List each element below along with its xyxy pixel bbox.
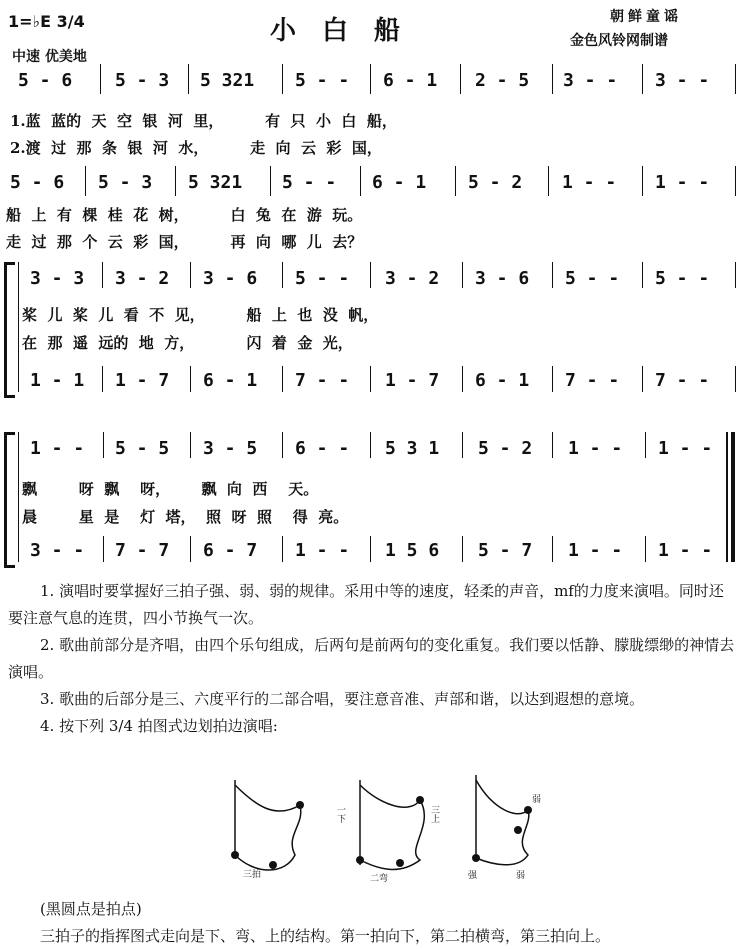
instruction-2: 2. 歌曲前部分是齐唱，由四个乐句组成，后两句是前两句的变化重复。我们要以恬静、朦胧缥缈的神情去演唱。 xyxy=(8,636,735,681)
row3-upper-measure: 3 - 2 xyxy=(385,268,440,289)
beat-diagram-1-label: 三拍 xyxy=(243,870,262,880)
row1-measure: 5 - - xyxy=(295,70,350,91)
row4-lower-measure: 5 - 7 xyxy=(478,540,533,561)
row4-lyrics-verse1: 飘 呀 飘 呀， 飘 向 西 天。 xyxy=(22,480,319,498)
row3-upper-measure: 3 - 3 xyxy=(30,268,85,289)
row3-lower-measure: 1 - 7 xyxy=(115,370,170,391)
row4-lower-measure: 1 - - xyxy=(658,540,713,561)
row4-upper-measure: 1 - - xyxy=(30,438,85,459)
row2-measure: 6 - 1 xyxy=(372,172,427,193)
row3-lower-measure: 1 - 1 xyxy=(30,370,85,391)
beat-diagram-2-left-label: 一下 xyxy=(335,805,345,823)
instructions xyxy=(8,578,738,740)
row3-upper-measure: 3 - 2 xyxy=(115,268,170,289)
row3-lyrics-verse2: 在 那 遥 远的 地 方， 闪 着 金 光， xyxy=(22,334,353,352)
row2-measure: 1 - - xyxy=(562,172,617,193)
row2-measure: 5 - 3 xyxy=(98,172,153,193)
row3-lower-measure: 7 - - xyxy=(295,370,350,391)
row3-lower-measure: 7 - - xyxy=(565,370,620,391)
row4-upper-measure: 1 - - xyxy=(658,438,713,459)
row4-lower-measure: 1 - - xyxy=(568,540,623,561)
song-title: 小白船 xyxy=(270,16,427,46)
row4-upper-measure: 6 - - xyxy=(295,438,350,459)
row4-lower-measure: 6 - 7 xyxy=(203,540,258,561)
tempo-marking: 中速 优美地 xyxy=(12,49,87,65)
row4-upper-measure: 5 - 2 xyxy=(478,438,533,459)
row1-measure: 5 - 3 xyxy=(115,70,170,91)
row4-lower-measure: 1 - - xyxy=(295,540,350,561)
row4-lower-measure: 3 - - xyxy=(30,540,85,561)
row2-measure: 5 - 6 xyxy=(10,172,65,193)
row3-lower-measure: 6 - 1 xyxy=(203,370,258,391)
row3-lyrics-verse1: 桨 儿 桨 儿 看 不 见， 船 上 也 没 帆， xyxy=(22,306,379,324)
row2-lyrics-verse2: 走 过 那 个 云 彩 国， 再 向 哪 儿 去？ xyxy=(6,233,363,251)
conducting-pattern-icon xyxy=(340,775,450,885)
row2-measure: 5 - 2 xyxy=(468,172,523,193)
beat-diagram-3-weak: 弱 xyxy=(532,795,542,805)
row1-measure: 2 - 5 xyxy=(475,70,530,91)
row1-measure: 3 - - xyxy=(563,70,618,91)
beat-diagram-2 xyxy=(335,775,450,885)
row4-upper-measure: 5 3 1 xyxy=(385,438,440,459)
row2-measure: 5 321 xyxy=(188,172,243,193)
caption-conducting-explanation: 三拍子的指挥图式走向是下、弯、上的结构。第一拍向下，第二拍横弯，第三拍向上。 xyxy=(40,927,611,945)
row1-measure: 5 - 6 xyxy=(18,70,73,91)
beat-diagram-2-right-label: 三上 xyxy=(429,805,439,823)
row4-upper-measure: 1 - - xyxy=(568,438,623,459)
row4-lyrics-verse2: 晨 星 是 灯 塔， 照 呀 照 得 亮。 xyxy=(22,508,349,526)
key-signature: 1=♭E 3/4 xyxy=(8,12,85,31)
row4-lower-measure: 7 - 7 xyxy=(115,540,170,561)
row3-upper-measure: 3 - 6 xyxy=(203,268,258,289)
instruction-4: 4. 按下列 3/4 拍图式边划拍边演唱: xyxy=(40,717,278,735)
row1-measure: 3 - - xyxy=(655,70,710,91)
row3-barlines xyxy=(0,262,740,392)
song-origin: 朝鲜童谣 xyxy=(610,9,682,25)
row1-barlines xyxy=(0,64,740,94)
row1-lyrics-verse1: 1.蓝 蓝的 天 空 银 河 里， 有 只 小 白 船， xyxy=(10,112,397,130)
row2-measure: 1 - - xyxy=(655,172,710,193)
row3-upper-measure: 5 - - xyxy=(655,268,710,289)
row4-upper-measure: 5 - 5 xyxy=(115,438,170,459)
beat-diagram-3-strong: 强 xyxy=(468,871,478,881)
row3-upper-measure: 3 - 6 xyxy=(475,268,530,289)
beat-diagram-2-label: 二弯 xyxy=(370,874,389,884)
row3-lower-measure: 1 - 7 xyxy=(385,370,440,391)
row1-measure: 5 321 xyxy=(200,70,255,91)
beat-diagram-3-weak: 弱 xyxy=(516,871,526,881)
conducting-pattern-icon xyxy=(215,775,325,885)
row3-lower-measure: 7 - - xyxy=(655,370,710,391)
row3-upper-measure: 5 - - xyxy=(565,268,620,289)
score-maker: 金色风铃网制谱 xyxy=(570,33,668,49)
row1-measure: 6 - 1 xyxy=(383,70,438,91)
caption-beat-points: (黑圆点是拍点) xyxy=(40,900,142,918)
row1-lyrics-verse2: 2.渡 过 那 条 银 河 水， 走 向 云 彩 国， xyxy=(10,139,382,157)
instruction-3: 3. 歌曲的后部分是三、六度平行的二部合唱，要注意音准、声部和谐，以达到遐想的意境。 xyxy=(40,690,645,708)
beat-diagram-1 xyxy=(215,775,325,885)
row3-lower-measure: 6 - 1 xyxy=(475,370,530,391)
beat-diagram-3 xyxy=(458,770,568,885)
row4-upper-measure: 3 - 5 xyxy=(203,438,258,459)
instruction-1: 1. 演唱时要掌握好三拍子强、弱、弱的规律。采用中等的速度，轻柔的声音，mf的力度来演唱。同时还要注意气息的连贯，四小节换气一次。 xyxy=(8,582,724,627)
row2-measure: 5 - - xyxy=(282,172,337,193)
row3-upper-measure: 5 - - xyxy=(295,268,350,289)
row2-lyrics-verse1: 船 上 有 棵 桂 花 树， 白 兔 在 游 玩。 xyxy=(6,206,363,224)
row4-lower-measure: 1 5 6 xyxy=(385,540,440,561)
